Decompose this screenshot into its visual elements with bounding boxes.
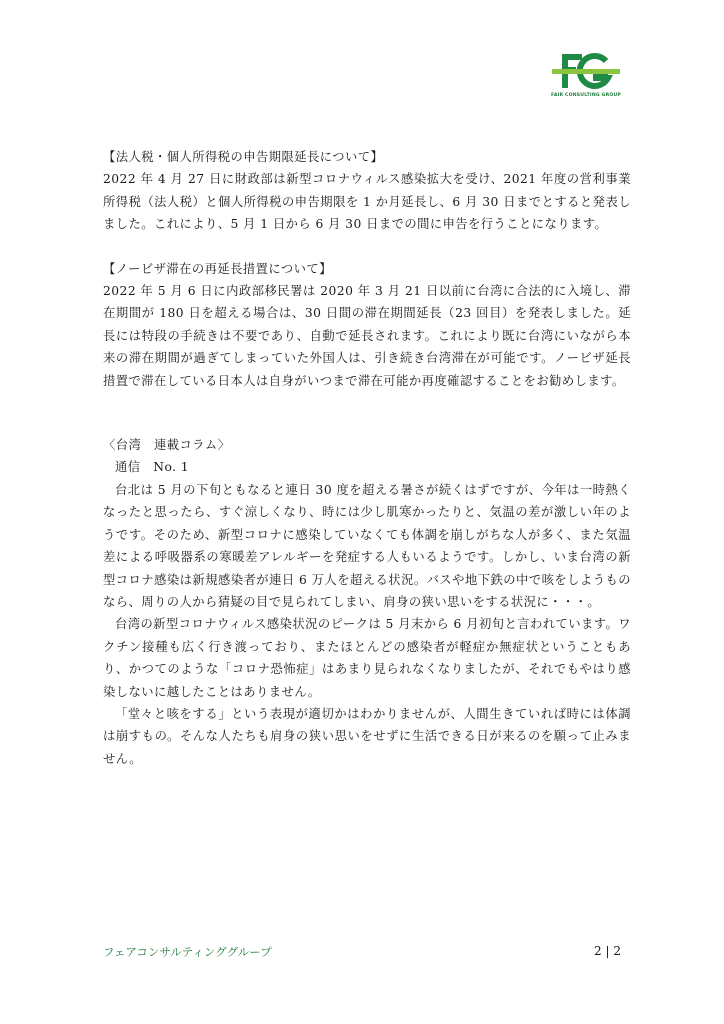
column-title: 〈台湾 連載コラム〉 [103,438,231,453]
page-number: 2 | 2 [594,944,621,958]
section-body-visa: 2022 年 5 月 6 日に内政部移民署は 2020 年 3 月 21 日以前に台湾に合法的に入境し、滞在期間が 180 日を超える場合は、30 日間の滞在期間延長（23 回目）を発表しました。延長には特段の手続きは不要であり、自動で延長されます。これにより既に台湾にいながら本来の滞在期間が過ぎてしまっていた外国人は、引き続き台湾滞在が可能です。ノービザ延長措置で滞在している日本人は自身がいつまで滞在可能か再度確認することをお勧めします。 [103,284,631,388]
company-logo [550,52,622,108]
column-paragraph-1: 台北は 5 月の下旬ともなると連日 30 度を超える暑さが続くはずですが、今年は一時熱くなったと思ったら、すぐ涼しくなり、時には少し肌寒かったりと、気温の差が激しい年のようです。そのため、新型コロナに感染していなくても体調を崩しがちな人が多く、また気温差による呼吸器系の寒暖差アレルギーを発症する人もいるようです。しかし、いま台湾の新型コロナ感染は新規感染者が連日 6 万人を超える状況。バスや地下鉄の中で咳をしようものなら、周りの人から猜疑の目で見られてしまい、肩身の狭い思いをする状況に・・・。 [103,482,631,609]
footer-company-name: フェアコンサルティンググループ [103,945,272,959]
document-body [103,146,631,770]
section-body-tax: 2022 年 4 月 27 日に財政部は新型コロナウィルス感染拡大を受け、2021 年度の営利事業所得税（法人税）と個人所得税の申告期限を 1 か月延長し、6 月 30 日までとすると発表しました。これにより、5 月 1 日から 6 月 30 日までの間に申告を行うことになります。 [103,172,631,232]
fcg-logo-mark [550,52,622,92]
section-heading-tax: 【法人税・個人所得税の申告期限延長について】 [103,150,384,164]
column-paragraph-2: 台湾の新型コロナウィルス感染状況のピークは 5 月末から 6 月初旬と言われています。ワクチン接種も広く行き渡っており、またほとんどの感染者が軽症か無症状ということもあり、かつてのような「コロナ恐怖症」はあまり見られなくなりましたが、それでもやはり感染しないに越したことはありません。 [103,617,631,699]
column-subtitle: 通信 No. 1 [115,460,190,475]
section-heading-visa: 【ノービザ滞在の再延長措置について】 [103,261,332,276]
logo-caption: FAIR CONSULTING GROUP [551,93,621,98]
column-paragraph-3: 「堂々と咳をする」という表現が適切かはわかりませんが、人間生きていれば時には体調は崩すもの。そんな人たちも肩身の狭い思いをせずに生活できる日が来るのを願って止みません。 [103,706,631,766]
